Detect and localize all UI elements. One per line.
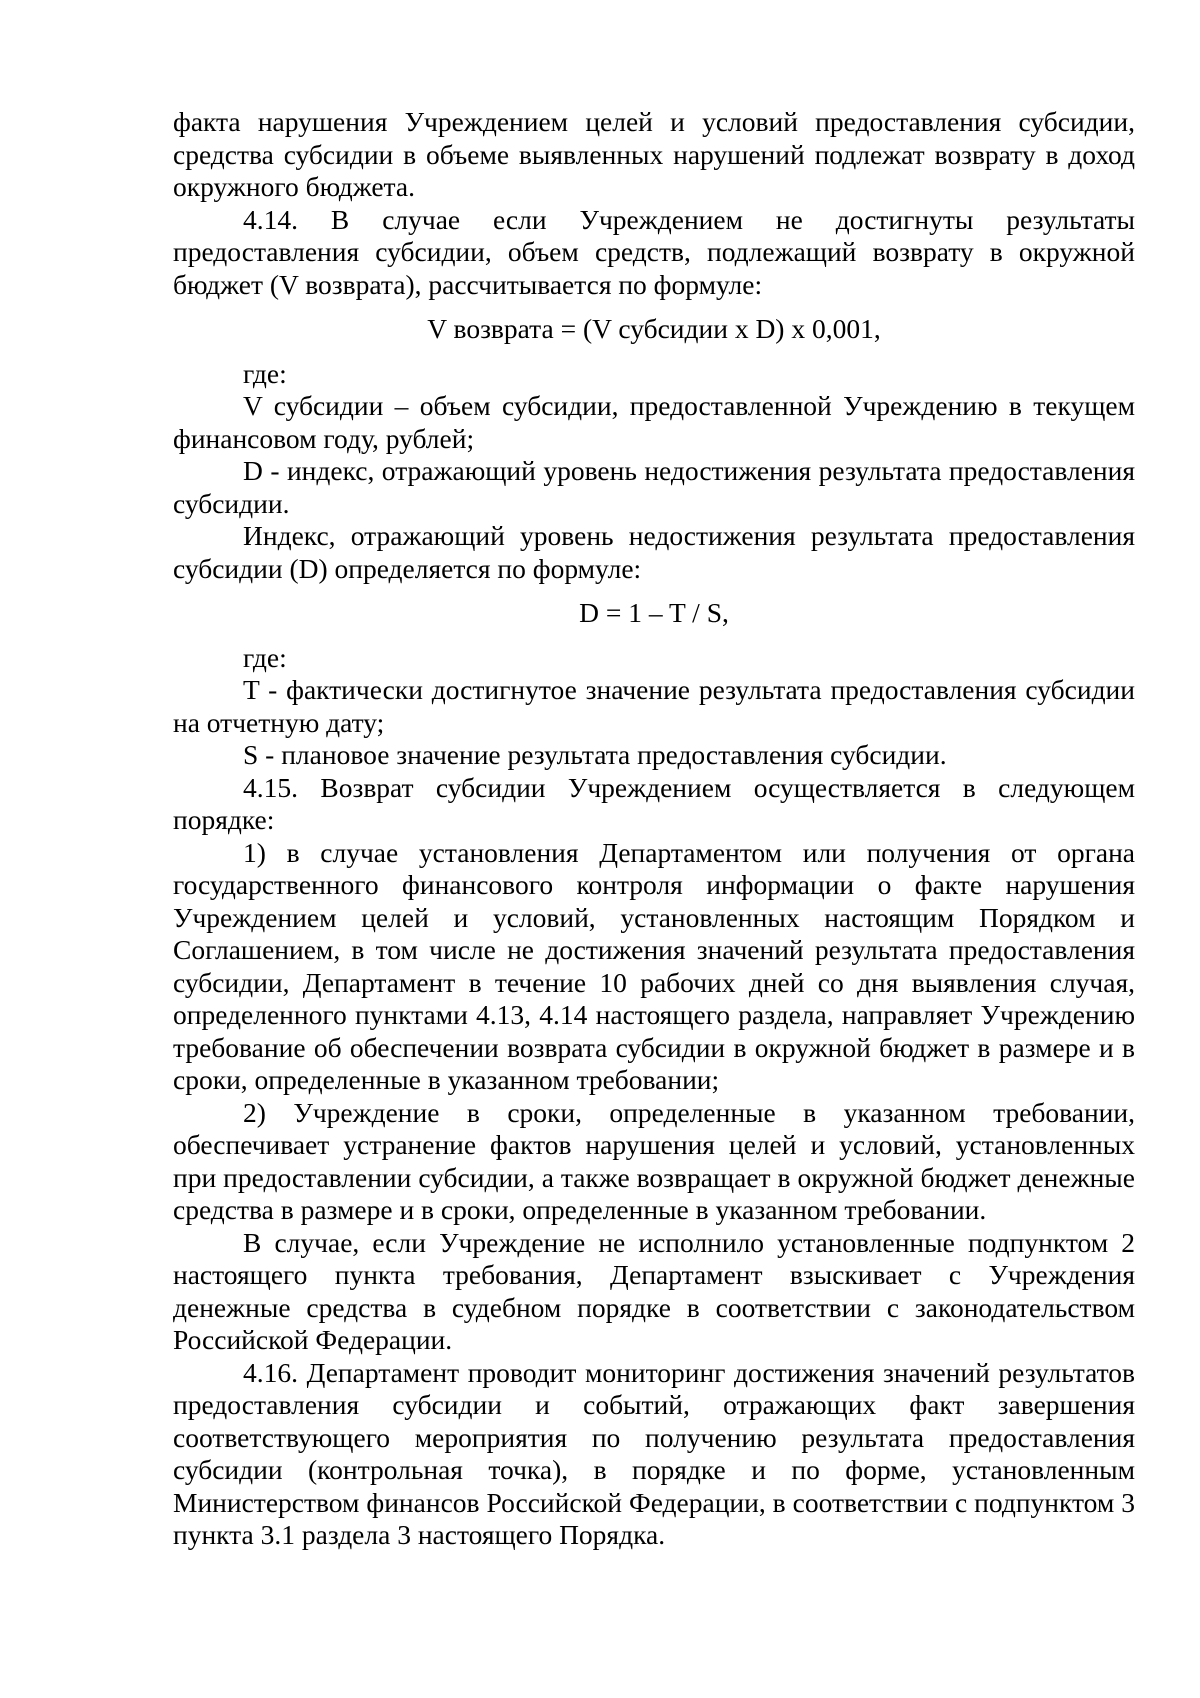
- where-label-2: где:: [243, 641, 287, 673]
- where-label-1: где:: [243, 357, 287, 389]
- paragraph-4-14: 4.14. В случае если Учреждением не достигнуты результаты предоставления субсидии, объем средств, подлежащий возврату в окружной бюджет (V возврата), рассчитывается по формуле:: [173, 203, 1135, 300]
- document-page: [173, 106, 1135, 1552]
- formula-v-vozvrata: V возврата = (V субсидии x D) x 0,001,: [427, 313, 881, 344]
- definition-v-subsidii: V субсидии – объем субсидии, предоставленной Учреждению в текущем финансовом году, рублей;: [173, 390, 1135, 454]
- formula-d: D = 1 – T / S,: [579, 597, 729, 628]
- definition-d: D - индекс, отражающий уровень недостижения результата предоставления субсидии.: [173, 455, 1135, 519]
- paragraph-continuation: факта нарушения Учреждением целей и условий предоставления субсидии, средства субсидии в объеме выявленных нарушений подлежат возврату в доход окружного бюджета.: [173, 106, 1135, 202]
- definition-t: T - фактически достигнутое значение результата предоставления субсидии на отчетную дату;: [173, 674, 1135, 738]
- paragraph-4-16: 4.16. Департамент проводит мониторинг достижения значений результатов предоставления субсидии и событий, отражающих факт завершения соответствующего мероприятия по получению результата предоставления субсидии (контрольная точка), в порядке и по форме, установленным Министерством финансов Российской Федерации, в соответствии с подпунктом 3 пункта 3.1 раздела 3 настоящего Порядка.: [173, 1356, 1135, 1550]
- paragraph-4-15-item-1: 1) в случае установления Департаментом или получения от органа государственного финансового контроля информации о факте нарушения Учреждением целей и условий, установленных настоящим Порядком и Соглашением, в том числе не достижения значений результата предоставления субсидии, Департамент в течение 10 рабочих дней со дня выявления случая, определенного пунктами 4.13, 4.14 настоящего раздела, направляет Учреждению требование об обеспечении возврата субсидии в окружной бюджет в размере и в сроки, определенные в указанном требовании;: [173, 836, 1135, 1095]
- paragraph-4-15-item-2: 2) Учреждение в сроки, определенные в указанном требовании, обеспечивает устранение фактов нарушения целей и условий, установленных при предоставлении субсидии, а также возвращает в окружной бюджет денежные средства в размере и в сроки, определенные в указанном требовании.: [173, 1096, 1135, 1225]
- paragraph-4-15: 4.15. Возврат субсидии Учреждением осуществляется в следующем порядке:: [173, 771, 1135, 835]
- paragraph-enforcement: В случае, если Учреждение не исполнило установленные подпунктом 2 настоящего пункта требования, Департамент взыскивает с Учреждения денежные средства в судебном порядке в соответствии с законодательством Российской Федерации.: [173, 1226, 1135, 1355]
- paragraph-index-d: Индекс, отражающий уровень недостижения результата предоставления субсидии (D) определяется по формуле:: [173, 520, 1135, 584]
- definition-s: S - плановое значение результата предоставления субсидии.: [243, 739, 947, 770]
